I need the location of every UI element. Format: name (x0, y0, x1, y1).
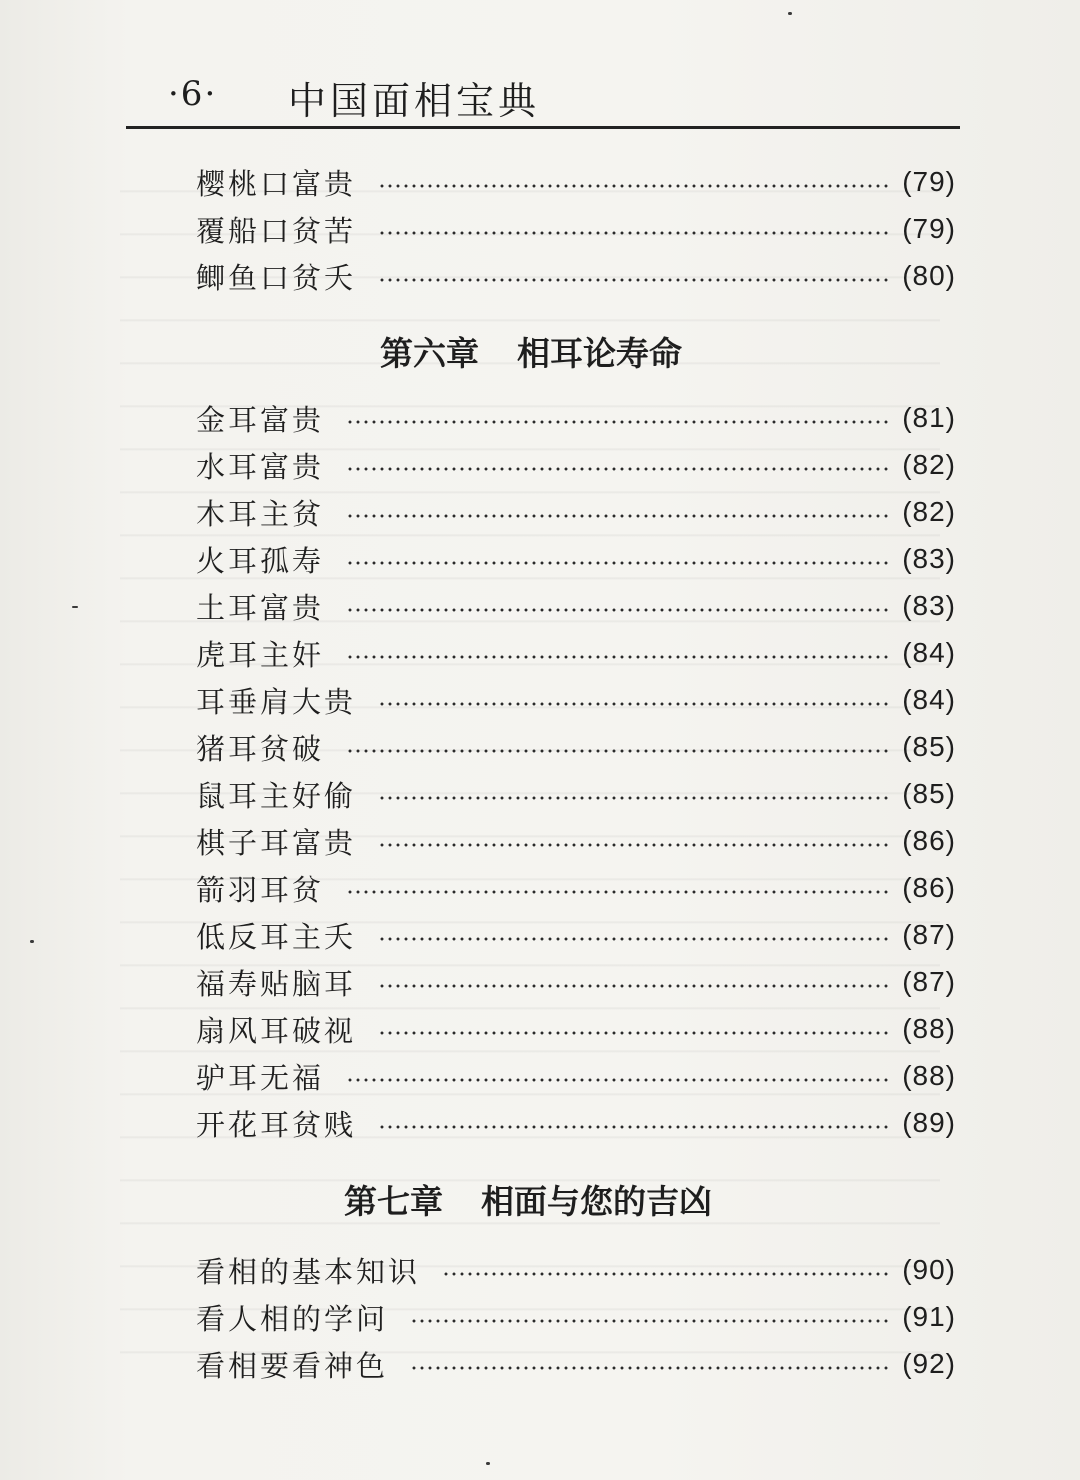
toc-entry[interactable] (196, 443, 956, 487)
toc-entry-title: 木耳主贫 (196, 496, 325, 531)
toc-entry[interactable] (196, 678, 956, 722)
dot-leader (346, 655, 888, 659)
dot-leader (378, 1031, 888, 1035)
dot-leader (346, 420, 888, 424)
toc-entry-title: 覆船口贫苦 (196, 213, 357, 248)
toc-entry-title: 金耳富贵 (196, 402, 325, 437)
dot-leader (378, 184, 888, 188)
toc-entry[interactable] (196, 1295, 956, 1339)
header-rule (126, 126, 960, 129)
toc-entry-page: (84) (902, 684, 956, 715)
toc-entry-title: 水耳富贵 (196, 449, 325, 484)
toc-entry-page: (87) (902, 919, 956, 950)
toc-entry-title: 鲫鱼口贫夭 (196, 260, 357, 295)
toc-entry-title: 扇风耳破视 (196, 1013, 357, 1048)
toc-entry-page: (85) (902, 778, 956, 809)
dot-leader (346, 561, 888, 565)
chapter-number: 第七章 (344, 1182, 443, 1221)
toc-entry-title: 鼠耳主好偷 (196, 778, 357, 813)
running-header (128, 70, 958, 128)
toc-entry[interactable] (196, 631, 956, 675)
toc-entry[interactable] (196, 725, 956, 769)
ink-speck (486, 1462, 490, 1465)
toc-entry-page: (86) (902, 872, 956, 903)
toc-entry-page: (86) (902, 825, 956, 856)
dot-leader (346, 608, 888, 612)
toc-entry-page: (88) (902, 1013, 956, 1044)
toc-entry-title: 猪耳贫破 (196, 731, 325, 766)
toc-entry-page: (88) (902, 1060, 956, 1091)
chapter-heading (344, 1176, 712, 1223)
toc-entry-page: (82) (902, 496, 956, 527)
dot-leader (378, 1125, 888, 1129)
toc-entry-title: 耳垂肩大贵 (196, 684, 357, 719)
toc-entry[interactable] (196, 960, 956, 1004)
dot-leader (378, 278, 888, 282)
toc-entry[interactable] (196, 490, 956, 534)
toc-entry-page: (79) (902, 166, 956, 197)
toc-entry-page: (79) (902, 213, 956, 244)
dot-leader (378, 843, 888, 847)
dot-leader (346, 890, 888, 894)
toc-entry[interactable] (196, 1007, 956, 1051)
toc-entry-title: 看相的基本知识 (196, 1254, 421, 1289)
toc-entry-page: (80) (902, 260, 956, 291)
toc-entry-title: 棋子耳富贵 (196, 825, 357, 860)
toc-entry[interactable] (196, 254, 956, 298)
dot-leader (346, 1078, 888, 1082)
toc-entry[interactable] (196, 819, 956, 863)
toc-entry-title: 樱桃口富贵 (196, 166, 357, 201)
toc-entry[interactable] (196, 396, 956, 440)
dot-leader (410, 1319, 888, 1323)
chapter-title: 相面与您的吉凶 (481, 1182, 712, 1221)
toc-entry[interactable] (196, 207, 956, 251)
dot-leader (346, 749, 888, 753)
toc-entry-title: 福寿贴脑耳 (196, 966, 357, 1001)
toc-entry-page: (87) (902, 966, 956, 997)
toc-entry-title: 虎耳主奸 (196, 637, 325, 672)
book-title: 中国面相宝典 (288, 79, 541, 123)
ink-speck (72, 606, 78, 608)
toc-entry-page: (89) (902, 1107, 956, 1138)
chapter-title: 相耳论寿命 (517, 334, 682, 373)
toc-entry-title: 低反耳主夭 (196, 919, 357, 954)
toc-entry[interactable] (196, 1054, 956, 1098)
toc-entry[interactable] (196, 1248, 956, 1292)
page-number: ·6· (168, 74, 218, 114)
toc-entry-title: 开花耳贫贱 (196, 1107, 357, 1142)
toc-entry[interactable] (196, 537, 956, 581)
toc-entry-page: (82) (902, 449, 956, 480)
dot-leader (378, 796, 888, 800)
toc-entry[interactable] (196, 584, 956, 628)
dot-leader (346, 467, 888, 471)
toc-entry-title: 土耳富贵 (196, 590, 325, 625)
chapter-number: 第六章 (380, 334, 479, 373)
toc-entry[interactable] (196, 1342, 956, 1386)
dot-leader (378, 984, 888, 988)
toc-entry-title: 看相要看神色 (196, 1348, 389, 1383)
toc-entry-page: (85) (902, 731, 956, 762)
toc-entry-page: (92) (902, 1348, 956, 1379)
dot-leader (346, 514, 888, 518)
toc-entry[interactable] (196, 772, 956, 816)
toc-entry[interactable] (196, 1101, 956, 1145)
toc-entry-page: (84) (902, 637, 956, 668)
dot-leader (378, 937, 888, 941)
toc-entry[interactable] (196, 866, 956, 910)
toc-entry[interactable] (196, 913, 956, 957)
chapter-heading (380, 328, 682, 375)
dot-leader (378, 231, 888, 235)
toc-entry-page: (90) (902, 1254, 956, 1285)
dot-leader (410, 1366, 888, 1370)
ink-speck (30, 940, 34, 943)
dot-leader (378, 702, 888, 706)
dot-leader (442, 1272, 888, 1276)
toc-entry-title: 看人相的学问 (196, 1301, 389, 1336)
toc-entry-title: 火耳孤寿 (196, 543, 325, 578)
toc-entry-title: 驴耳无福 (196, 1060, 325, 1095)
toc-entry[interactable] (196, 160, 956, 204)
toc-entry-title: 箭羽耳贫 (196, 872, 325, 907)
toc-entry-page: (91) (902, 1301, 956, 1332)
toc-entry-page: (83) (902, 590, 956, 621)
toc-entry-page: (81) (902, 402, 956, 433)
toc-entry-page: (83) (902, 543, 956, 574)
ink-speck (788, 12, 792, 15)
